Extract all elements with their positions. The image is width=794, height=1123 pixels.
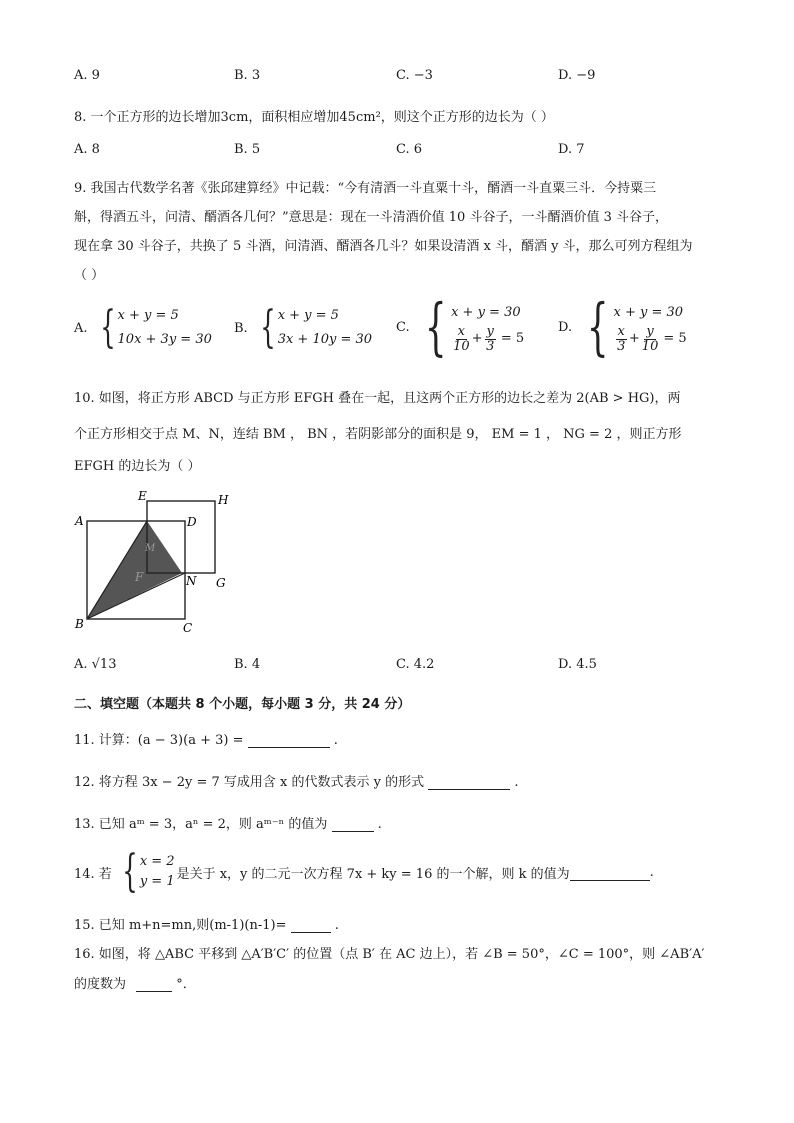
q10-squares-figure [72,486,242,636]
q11 [74,729,338,748]
q9-option-c-eq2 [451,325,524,354]
q14 [74,846,654,897]
q9-option-c-eq1: x + y = 30 [451,304,521,320]
fraction: $\frac{y}{10}$ [641,323,659,354]
q9-option-b-eq1: x + y = 5 [277,308,339,323]
q16-stem-line1: 16. 如图，将 △ABC 平移到 △A′B′C′ 的位置（点 B′ 在 AC 边上），若 ∠B = 50°，∠C = 100°，则 ∠AB′A′ [74,947,705,962]
q15-end: . [334,918,339,933]
q14-eq2: y = 1 [139,874,175,889]
label-b: B [75,617,84,631]
label-c: C [183,621,193,635]
q12-end: . [514,775,519,790]
q9-stem-line4: （ ） [74,268,105,283]
q9-stem-line3: 现在拿 30 斗谷子，共换了 5 斗酒，问清酒、醑酒各几斗？如果设清酒 x 斗，醑酒 y 斗，那么可列方程组为 [74,239,693,254]
q10-option-c: C. 4.2 [396,657,435,672]
rhs: = 5 [663,331,687,346]
q7-option-a: A. 9 [74,68,100,83]
plus-sign: + [628,331,640,346]
q8-stem: 8. 一个正方形的边长增加3cm，面积相应增加45cm²，则这个正方形的边长为（ ） [74,110,554,125]
label-a: A [75,514,84,528]
q9-option-a-eq1: x + y = 5 [117,308,179,323]
q12-stem: 12. 将方程 3x − 2y = 7 写成用含 x 的代数式表示 y 的形式 [74,775,425,790]
q9-option-c-label: C. [396,319,410,335]
q14-stem: 是关于 x，y 的二元一次方程 7x + ky = 16 的一个解，则 k 的值为 [176,866,570,882]
q9-option-d [558,290,687,363]
fraction: $\frac{y}{3}$ [486,323,495,354]
q9-option-b [234,304,372,352]
answer-blank[interactable] [248,747,330,748]
label-m: M [145,543,156,554]
q11-end: . [333,733,338,748]
q12 [74,771,519,790]
left-brace-icon: { [259,302,276,353]
section-title-fill-in: 二、填空题（本题共 8 个小题，每小题 3 分，共 24 分） [74,697,411,712]
q14-eq1: x = 2 [139,854,175,869]
q11-stem: 11. 计算：(a − 3)(a + 3) = [74,733,244,748]
q10-option-b: B. 4 [234,657,261,672]
answer-blank[interactable] [332,831,374,832]
q8-option-c: C. 6 [396,142,423,157]
q10-option-a: A. √13 [74,657,117,672]
q15 [74,914,339,933]
label-g: G [216,576,226,590]
q16-stem-line2: 的度数为 [74,977,127,992]
label-e: E [138,489,147,503]
q9-option-a-eq2: 10x + 3y = 30 [117,332,212,347]
q7-option-d: D. −9 [558,68,596,83]
q9-option-a-label: A. [74,320,88,336]
label-n: N [186,574,197,588]
label-d: D [187,515,197,529]
left-brace-icon: { [586,290,609,363]
q9-option-d-eq2 [614,325,687,354]
q8-option-b: B. 5 [234,142,261,157]
q10-stem-line2: 个正方形相交于点 M、N，连结 BM ， BN ，若阴影部分的面积是 9， EM = 1 ， NG = 2 ，则正方形 [74,427,682,442]
q9-stem-line2: 斛，得酒五斗，问清、醑酒各几何？”意思是：现在一斗清酒价值 10 斗谷子，一斗醑酒价值 3 斗谷子， [74,210,668,225]
label-h: H [218,493,229,507]
answer-blank[interactable] [428,789,510,790]
q13 [74,813,382,832]
left-brace-icon: { [99,302,116,353]
plus-sign: + [471,331,483,346]
fraction: $\frac{x}{3}$ [617,323,626,354]
q8-option-d: D. 7 [558,142,585,157]
rhs: = 5 [500,331,525,346]
q9-option-a [74,304,212,352]
label-f: F [135,570,144,584]
q13-end: . [377,817,382,832]
q9-option-b-eq2: 3x + 10y = 30 [277,332,373,347]
q16-line2 [74,973,196,992]
answer-blank[interactable] [570,864,650,881]
q14-prefix: 14. 若 [74,866,112,882]
q14-end: . [649,864,654,880]
answer-blank[interactable] [136,991,172,992]
q10-stem-line1: 10. 如图，将正方形 ABCD 与正方形 EFGH 叠在一起，且这两个正方形的边长之差为 2(AB > HG)，两 [74,391,681,406]
q8-option-a: A. 8 [74,142,100,157]
q16-end: °． [176,977,196,992]
q13-stem: 13. 已知 aᵐ = 3，aⁿ = 2，则 aᵐ⁻ⁿ 的值为 [74,817,328,832]
left-brace-icon: { [424,290,447,363]
q9-option-d-label: D. [558,319,573,335]
q9-option-d-eq1: x + y = 30 [613,304,684,320]
q9-option-b-label: B. [234,320,248,336]
q9-stem-line1: 9. 我国古代数学名著《张邱建算经》中记载：“今有清酒一斗直粟十斗，醑酒一斗直粟三斗．今持粟三 [74,181,657,196]
left-brace-icon: { [122,846,138,897]
q7-option-c: C. −3 [396,68,433,83]
q9-option-c [396,290,525,363]
q10-option-d: D. 4.5 [558,657,597,672]
q10-stem-line3: EFGH 的边长为（ ） [74,459,201,474]
q7-option-b: B. 3 [234,68,261,83]
fraction: $\frac{x}{10}$ [453,323,470,354]
q15-stem: 15. 已知 m+n=mn,则(m-1)(n-1)= [74,918,287,933]
answer-blank[interactable] [291,932,331,933]
